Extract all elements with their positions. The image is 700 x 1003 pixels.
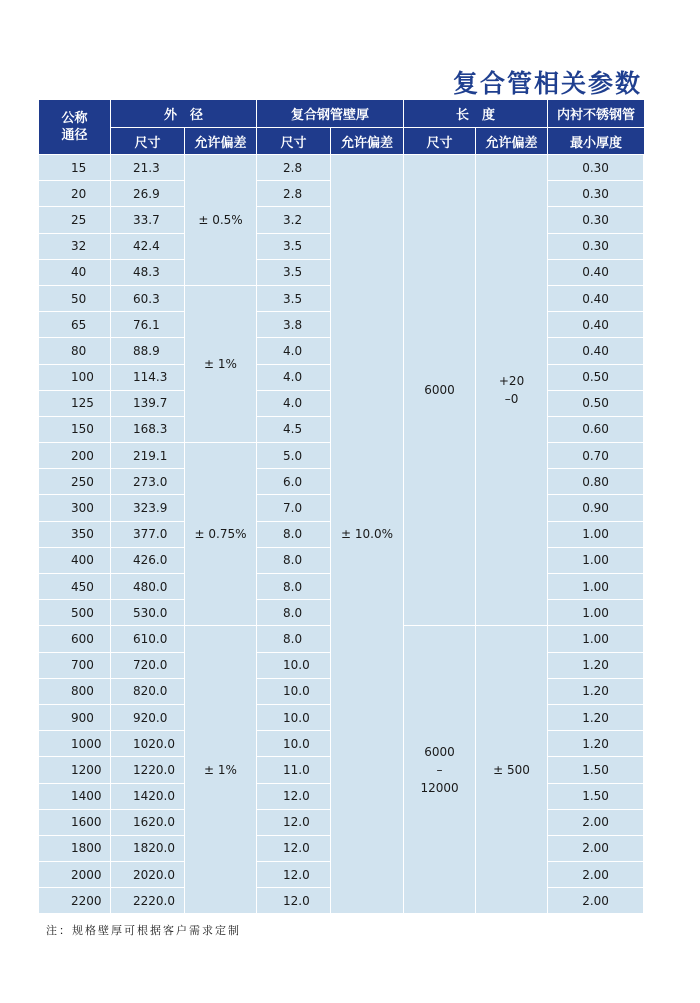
min-thickness-cell: 1.00	[548, 548, 644, 574]
wall-thickness-cell: 6.0	[257, 469, 331, 495]
outer-diameter-cell: 720.0	[111, 653, 185, 679]
min-thickness-cell: 0.60	[548, 417, 644, 443]
min-thickness-cell: 0.30	[548, 155, 644, 181]
wall-thickness-cell: 10.0	[257, 705, 331, 731]
min-thickness-cell: 0.40	[548, 338, 644, 364]
nominal-diameter-cell: 25	[39, 207, 111, 233]
outer-diameter-cell: 530.0	[111, 600, 185, 626]
min-thickness-cell: 2.00	[548, 810, 644, 836]
min-thickness-cell: 0.30	[548, 234, 644, 260]
wall-thickness-cell: 8.0	[257, 548, 331, 574]
min-thickness-cell: 1.50	[548, 784, 644, 810]
nominal-diameter-cell: 700	[39, 653, 111, 679]
outer-diameter-cell: 114.3	[111, 365, 185, 391]
header-wt-size: 尺寸	[257, 128, 331, 155]
outer-diameter-cell: 426.0	[111, 548, 185, 574]
outer-diameter-cell: 323.9	[111, 495, 185, 521]
wall-thickness-cell: 4.0	[257, 391, 331, 417]
parameter-table	[39, 100, 644, 914]
nominal-diameter-cell: 300	[39, 495, 111, 521]
nominal-diameter-cell: 900	[39, 705, 111, 731]
min-thickness-cell: 0.50	[548, 391, 644, 417]
nominal-diameter-cell: 250	[39, 469, 111, 495]
wall-thickness-cell: 3.5	[257, 260, 331, 286]
nominal-diameter-cell: 40	[39, 260, 111, 286]
wall-thickness-cell: 3.8	[257, 312, 331, 338]
min-thickness-cell: 0.40	[548, 286, 644, 312]
wall-thickness-cell: 11.0	[257, 757, 331, 783]
outer-diameter-cell: 2020.0	[111, 862, 185, 888]
outer-diameter-cell: 273.0	[111, 469, 185, 495]
od-tolerance-cell: ± 0.75%	[185, 443, 257, 626]
footnote: 注：规格壁厚可根据客户需求定制	[46, 924, 241, 937]
wall-thickness-cell: 4.5	[257, 417, 331, 443]
outer-diameter-cell: 168.3	[111, 417, 185, 443]
nominal-diameter-cell: 150	[39, 417, 111, 443]
wall-thickness-cell: 12.0	[257, 810, 331, 836]
nominal-diameter-cell: 800	[39, 679, 111, 705]
nominal-diameter-cell: 1400	[39, 784, 111, 810]
wall-thickness-cell: 5.0	[257, 443, 331, 469]
min-thickness-cell: 0.90	[548, 495, 644, 521]
min-thickness-cell: 0.30	[548, 181, 644, 207]
min-thickness-cell: 1.00	[548, 600, 644, 626]
nominal-diameter-cell: 1000	[39, 731, 111, 757]
page-title: 复合管相关参数	[452, 69, 642, 98]
wall-thickness-cell: 12.0	[257, 836, 331, 862]
length-tolerance-cell: +20 –0	[476, 155, 548, 626]
wall-thickness-cell: 3.5	[257, 286, 331, 312]
nominal-diameter-cell: 32	[39, 234, 111, 260]
header-length: 长 度	[404, 100, 548, 128]
outer-diameter-cell: 139.7	[111, 391, 185, 417]
outer-diameter-cell: 610.0	[111, 626, 185, 652]
outer-diameter-cell: 88.9	[111, 338, 185, 364]
header-wall-thickness: 复合钢管壁厚	[257, 100, 404, 128]
min-thickness-cell: 1.50	[548, 757, 644, 783]
nominal-diameter-cell: 400	[39, 548, 111, 574]
length-size-cell: 6000	[404, 155, 476, 626]
nominal-diameter-cell: 2200	[39, 888, 111, 914]
wall-thickness-cell: 2.8	[257, 155, 331, 181]
outer-diameter-cell: 480.0	[111, 574, 185, 600]
min-thickness-cell: 1.00	[548, 522, 644, 548]
wall-thickness-cell: 12.0	[257, 862, 331, 888]
wall-thickness-cell: 12.0	[257, 888, 331, 914]
wall-thickness-cell: 12.0	[257, 784, 331, 810]
min-thickness-cell: 2.00	[548, 862, 644, 888]
header-min-thickness: 最小厚度	[548, 128, 644, 155]
nominal-diameter-cell: 450	[39, 574, 111, 600]
length-size-cell: 6000 – 12000	[404, 626, 476, 914]
od-tolerance-cell: ± 1%	[185, 626, 257, 914]
min-thickness-cell: 0.40	[548, 312, 644, 338]
outer-diameter-cell: 1020.0	[111, 731, 185, 757]
nominal-diameter-cell: 2000	[39, 862, 111, 888]
header-od-tolerance: 允许偏差	[185, 128, 257, 155]
outer-diameter-cell: 1220.0	[111, 757, 185, 783]
table-row	[39, 155, 644, 181]
nominal-diameter-cell: 20	[39, 181, 111, 207]
wall-thickness-cell: 4.0	[257, 365, 331, 391]
header-length-tolerance: 允许偏差	[476, 128, 548, 155]
wall-thickness-cell: 3.2	[257, 207, 331, 233]
header-length-size: 尺寸	[404, 128, 476, 155]
nominal-diameter-cell: 1800	[39, 836, 111, 862]
wall-thickness-cell: 10.0	[257, 653, 331, 679]
nominal-diameter-cell: 350	[39, 522, 111, 548]
outer-diameter-cell: 1420.0	[111, 784, 185, 810]
nominal-diameter-cell: 80	[39, 338, 111, 364]
min-thickness-cell: 1.20	[548, 653, 644, 679]
min-thickness-cell: 1.20	[548, 731, 644, 757]
nominal-diameter-cell: 15	[39, 155, 111, 181]
wall-thickness-cell: 8.0	[257, 574, 331, 600]
nominal-diameter-cell: 1600	[39, 810, 111, 836]
nominal-diameter-cell: 65	[39, 312, 111, 338]
nominal-diameter-cell: 100	[39, 365, 111, 391]
wt-tolerance-cell: ± 10.0%	[331, 155, 404, 914]
length-tolerance-cell: ± 500	[476, 626, 548, 914]
min-thickness-cell: 2.00	[548, 836, 644, 862]
outer-diameter-cell: 42.4	[111, 234, 185, 260]
wall-thickness-cell: 7.0	[257, 495, 331, 521]
wall-thickness-cell: 4.0	[257, 338, 331, 364]
nominal-diameter-cell: 200	[39, 443, 111, 469]
header-liner: 内衬不锈钢管	[548, 100, 644, 128]
min-thickness-cell: 2.00	[548, 888, 644, 914]
nominal-diameter-cell: 500	[39, 600, 111, 626]
wall-thickness-cell: 8.0	[257, 522, 331, 548]
min-thickness-cell: 1.00	[548, 626, 644, 652]
min-thickness-cell: 1.00	[548, 574, 644, 600]
od-tolerance-cell: ± 0.5%	[185, 155, 257, 286]
nominal-diameter-cell: 125	[39, 391, 111, 417]
outer-diameter-cell: 1620.0	[111, 810, 185, 836]
min-thickness-cell: 0.70	[548, 443, 644, 469]
outer-diameter-cell: 1820.0	[111, 836, 185, 862]
nominal-diameter-cell: 50	[39, 286, 111, 312]
outer-diameter-cell: 2220.0	[111, 888, 185, 914]
outer-diameter-cell: 219.1	[111, 443, 185, 469]
outer-diameter-cell: 920.0	[111, 705, 185, 731]
table-body	[39, 155, 644, 914]
min-thickness-cell: 0.30	[548, 207, 644, 233]
od-tolerance-cell: ± 1%	[185, 286, 257, 443]
header-od-size: 尺寸	[111, 128, 185, 155]
min-thickness-cell: 0.80	[548, 469, 644, 495]
outer-diameter-cell: 48.3	[111, 260, 185, 286]
min-thickness-cell: 1.20	[548, 679, 644, 705]
wall-thickness-cell: 3.5	[257, 234, 331, 260]
outer-diameter-cell: 21.3	[111, 155, 185, 181]
wall-thickness-cell: 2.8	[257, 181, 331, 207]
wall-thickness-cell: 8.0	[257, 600, 331, 626]
outer-diameter-cell: 60.3	[111, 286, 185, 312]
nominal-diameter-cell: 600	[39, 626, 111, 652]
outer-diameter-cell: 377.0	[111, 522, 185, 548]
header-wt-tolerance: 允许偏差	[331, 128, 404, 155]
header-nominal-diameter: 公称 通径	[39, 100, 111, 155]
min-thickness-cell: 0.40	[548, 260, 644, 286]
wall-thickness-cell: 10.0	[257, 731, 331, 757]
outer-diameter-cell: 33.7	[111, 207, 185, 233]
outer-diameter-cell: 26.9	[111, 181, 185, 207]
outer-diameter-cell: 820.0	[111, 679, 185, 705]
outer-diameter-cell: 76.1	[111, 312, 185, 338]
wall-thickness-cell: 10.0	[257, 679, 331, 705]
min-thickness-cell: 0.50	[548, 365, 644, 391]
nominal-diameter-cell: 1200	[39, 757, 111, 783]
min-thickness-cell: 1.20	[548, 705, 644, 731]
header-outer-diameter: 外 径	[111, 100, 257, 128]
wall-thickness-cell: 8.0	[257, 626, 331, 652]
